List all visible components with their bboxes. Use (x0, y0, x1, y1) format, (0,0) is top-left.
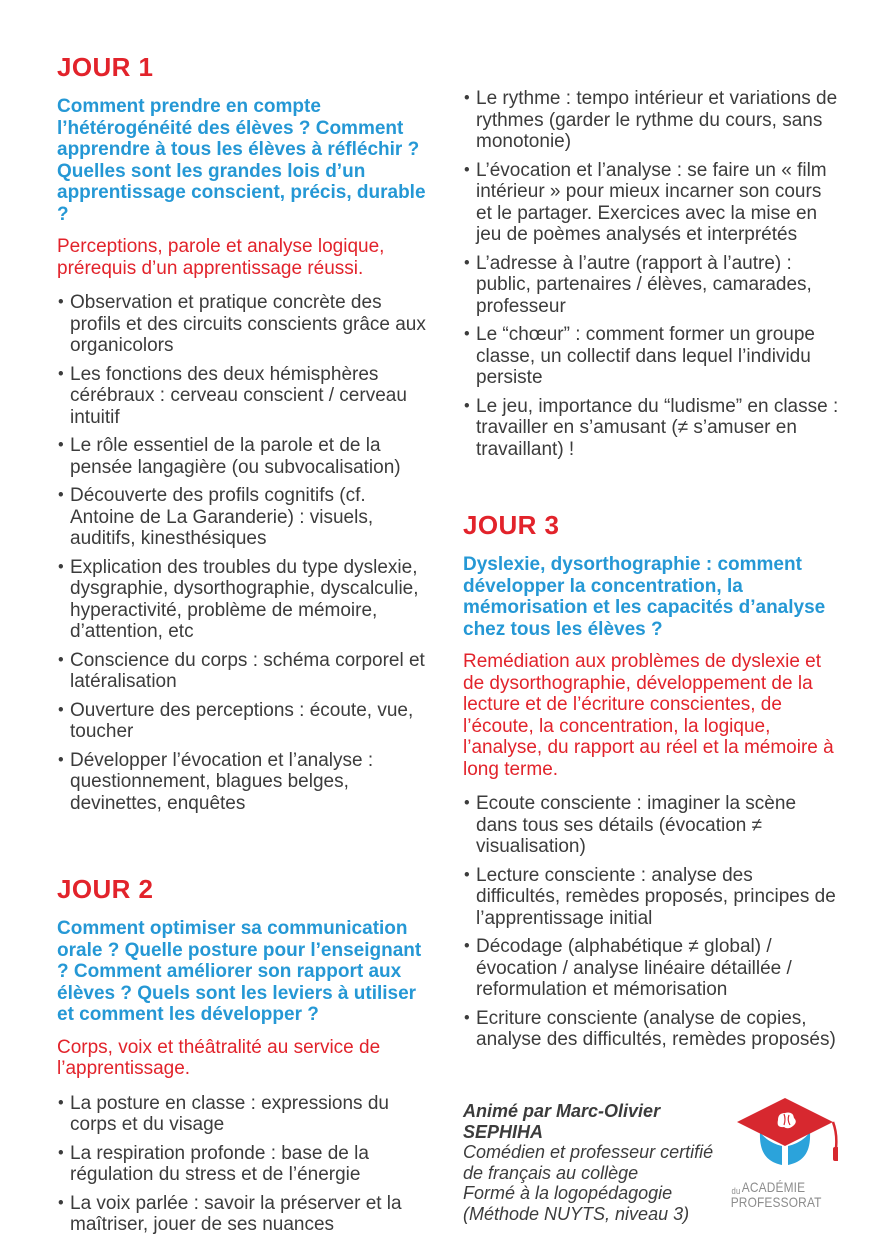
credit-line: de français au collège (463, 1162, 639, 1183)
presenter-name: Animé par Marc-Olivier SEPHIHA (463, 1101, 661, 1142)
credit-line: (Méthode NUYTS, niveau 3) (463, 1203, 690, 1224)
bullet-item: • Développer l’évocation et l’analyse : questionnement, blagues belges, devinettes, enquêtes (57, 750, 433, 815)
bullet-item: • Lecture consciente : analyse des difficultés, remèdes proposés, principes de l’apprentissage initial (463, 865, 839, 930)
credit-line: Comédien et professeur certifié (463, 1142, 714, 1162)
bullet-item: • La posture en classe : expressions du corps et du visage (57, 1093, 433, 1136)
jour1-bullet-list (57, 292, 433, 814)
bullet-item: • L’évocation et l’analyse : se faire un « film intérieur » pour mieux incarner son cours et le partager. Exercices avec la mise en jeu de poèmes analysés et interprétés (463, 160, 839, 246)
jour2-question: Comment optimiser sa communication orale ? Quelle posture pour l’enseignant ? Comment améliorer son rapport aux élèves ? Quels sont les leviers à utiliser et comment les développer ? (57, 918, 422, 1025)
logo-du-text: du (731, 1186, 741, 1196)
jour3-bullet-list (463, 793, 839, 1051)
bullet-item: • Explication des troubles du type dyslexie, dysgraphie, dysorthographie, dyscalculie, hyperactivité, problème de mémoire, d’attention, etc (57, 557, 433, 643)
footer-credits (463, 1101, 743, 1224)
bullet-item: • La voix parlée : savoir la préserver et la maîtriser, jouer de ses nuances (57, 1193, 433, 1236)
bullet-item: • La respiration profonde : base de la régulation du stress et de l’énergie (57, 1143, 433, 1186)
jour2-bullet-list (57, 1093, 433, 1236)
left-column (57, 52, 433, 1242)
logo-professorat-text: PROFESSORAT (730, 1194, 822, 1210)
bullet-item: • Ouverture des perceptions : écoute, vue, toucher (57, 700, 433, 743)
bullet-item: • Découverte des profils cognitifs (cf. Antoine de La Garanderie) : visuels, auditifs, kinesthésiques (57, 485, 433, 550)
bullet-item: • Conscience du corps : schéma corporel et latéralisation (57, 650, 433, 693)
jour1-title: JOUR 1 (57, 52, 154, 82)
jour3-title: JOUR 3 (463, 510, 560, 540)
section-jour-1 (57, 52, 433, 814)
jour3-subtitle: Remédiation aux problèmes de dyslexie et de dysorthographie, développement de la lecture et de l’écriture conscientes, de l’écoute, la concentration, la logique, l’analyse, du rapport au réel et la mémoire à long terme. (463, 651, 834, 780)
bullet-item: • Ecoute consciente : imaginer la scène dans tous ses détails (évocation ≠ visualisation) (463, 793, 839, 858)
logo-academie-du-professorat (729, 1096, 841, 1210)
bullet-item: • Ecriture consciente (analyse de copies, analyse des difficultés, remèdes proposés) (463, 1008, 839, 1051)
bullet-item: • Le rôle essentiel de la parole et de la pensée langagière (ou subvocalisation) (57, 435, 433, 478)
section-jour-3 (463, 510, 839, 1051)
bullet-item: • Le jeu, importance du “ludisme” en classe : travailler en s’amusant (≠ s’amuser en travaillant) ! (463, 396, 839, 461)
bullet-item: • Observation et pratique concrète des profils et des circuits conscients grâce aux organicolors (57, 292, 433, 357)
section-jour-2 (57, 874, 433, 1236)
jour1-subtitle: Perceptions, parole et analyse logique, prérequis d’un apprentissage réussi. (57, 236, 385, 279)
jour1-question: Comment prendre en compte l’hétérogénéité des élèves ? Comment apprendre à tous les élèves à réfléchir ? Quelles sont les grandes lois d’un apprentissage conscient, précis, durable ? (57, 96, 426, 225)
bullet-item: • Le “chœur” : comment former un groupe classe, un collectif dans lequel l’individu persiste (463, 324, 839, 389)
jour2-continued-bullet-list (463, 88, 839, 460)
bullet-item: • Le rythme : tempo intérieur et variations de rythmes (garder le rythme du cours, sans monotonie) (463, 88, 839, 153)
logo-wordmark (729, 1180, 824, 1210)
right-column (463, 52, 839, 1058)
credit-line: Formé à la logopédagogie (463, 1183, 673, 1203)
jour2-subtitle: Corps, voix et théâtralité au service de l’apprentissage. (57, 1036, 381, 1079)
bullet-item: • Décodage (alphabétique ≠ global) / évocation / analyse linéaire détaillée / reformulation et mémorisation (463, 936, 839, 1001)
jour3-question: Dyslexie, dysorthographie : comment développer la concentration, la mémorisation et les capacités d’analyse chez tous les élèves ? (463, 554, 826, 640)
graduation-cap-icon (732, 1096, 838, 1178)
jour2-title: JOUR 2 (57, 874, 154, 904)
bullet-item: • Les fonctions des deux hémisphères cérébraux : cerveau conscient / cerveau intuitif (57, 364, 433, 429)
credit-lines (463, 1142, 743, 1224)
bullet-item: • L’adresse à l’autre (rapport à l’autre) : public, partenaires / élèves, camarades, professeur (463, 253, 839, 318)
logo-academie-text: ACADÉMIE (741, 1179, 806, 1195)
